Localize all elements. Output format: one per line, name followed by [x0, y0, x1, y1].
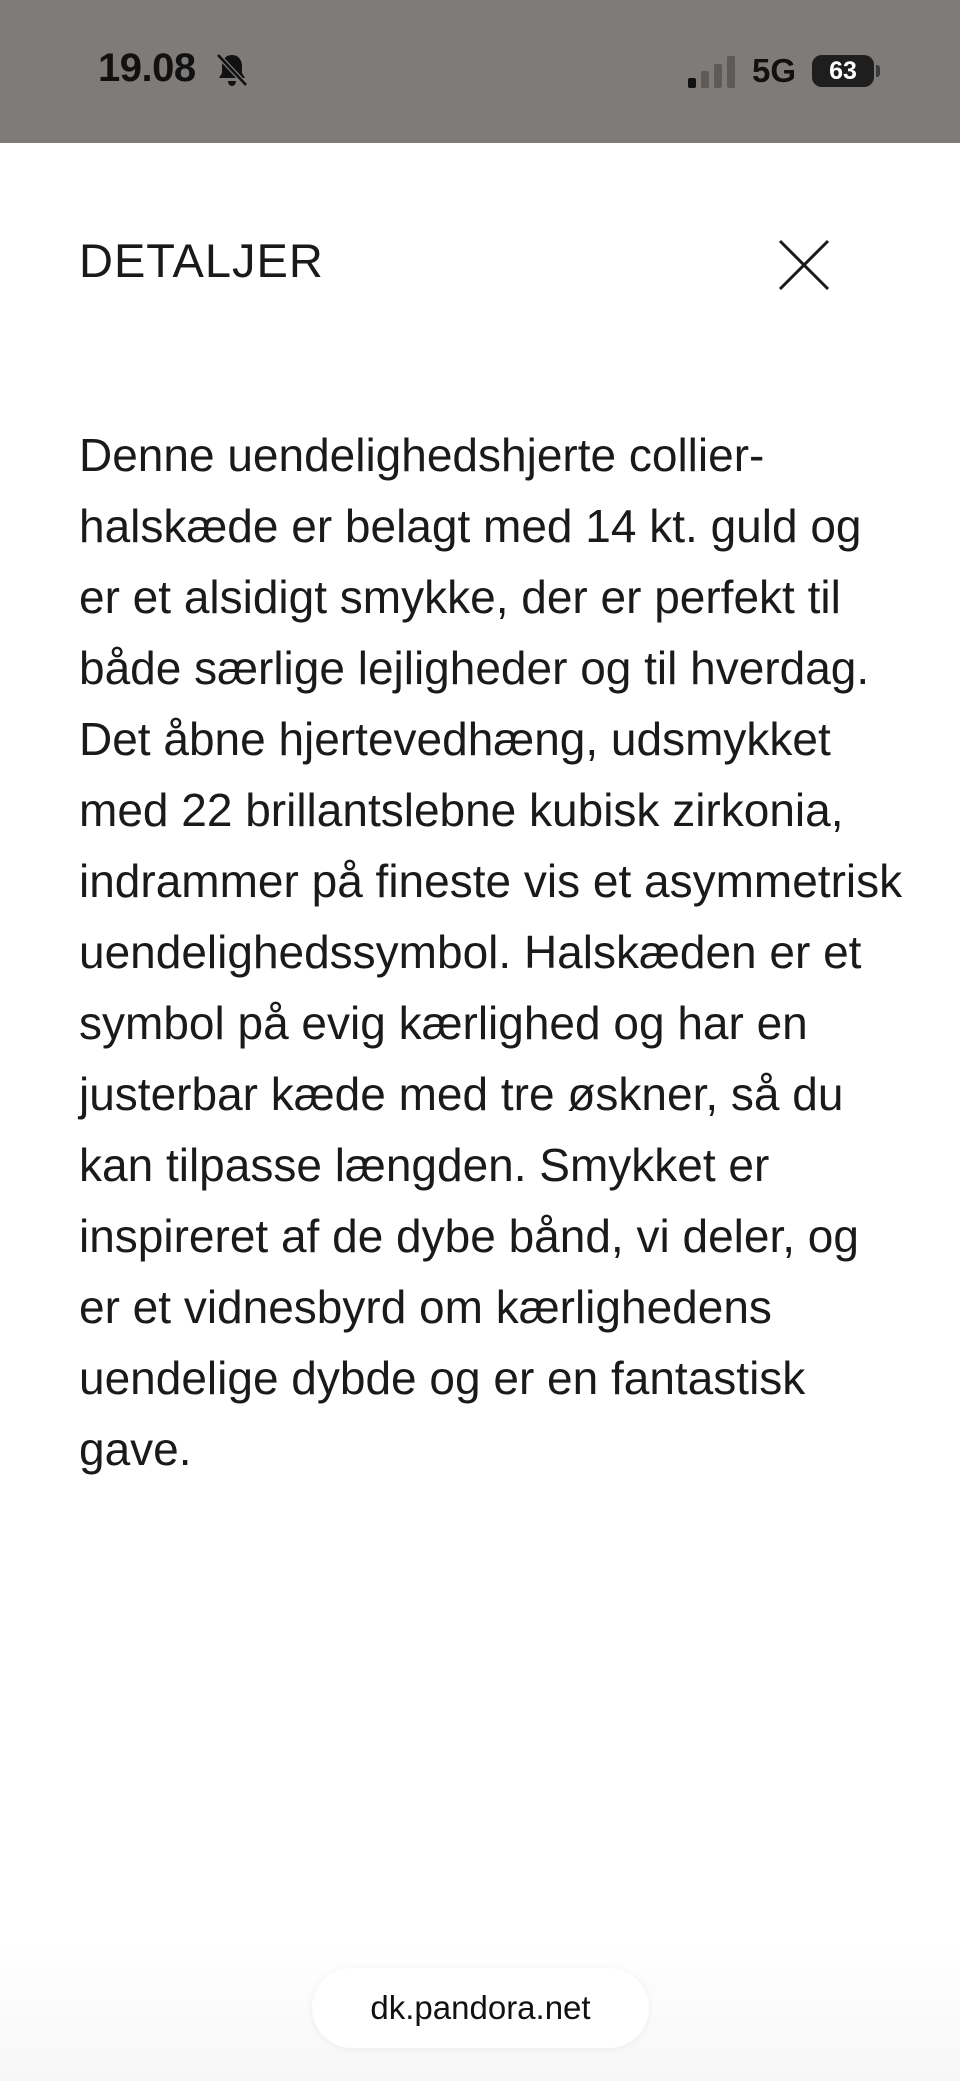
close-icon	[778, 239, 830, 291]
network-type: 5G	[752, 52, 797, 89]
address-bar[interactable]: dk.pandora.net	[312, 1968, 649, 2048]
close-button[interactable]	[770, 231, 838, 299]
bell-slash-icon	[215, 52, 249, 88]
status-time: 19.08	[98, 46, 196, 90]
product-description: Denne uendelighedshjerte collier-halskæde er belagt med 14 kt. guld og er et alsidigt smykke, der er perfekt til både særlige lejligheder og til hverdag. Det åbne hjertevedhæng, udsmykket med 22 brillantslebne kubisk zirkonia, indrammer på fineste vis et asymmetrisk uendelighedssymbol. Halskæden er et symbol på evig kærlighed og har en justerbar kæde med tre øskner, så du kan tilpasse længden. Smykket er inspireret af de dybe bånd, vi deler, og er et vidnesbyrd om kærlighedens uendelige dybde og er en fantastisk gave.	[79, 429, 903, 1475]
battery-icon	[812, 55, 874, 87]
battery-percent: 63	[829, 57, 857, 85]
battery-cap	[876, 65, 880, 77]
signal-icon	[688, 56, 736, 88]
status-bar	[0, 0, 960, 143]
panel-title: DETALJER	[79, 234, 324, 287]
